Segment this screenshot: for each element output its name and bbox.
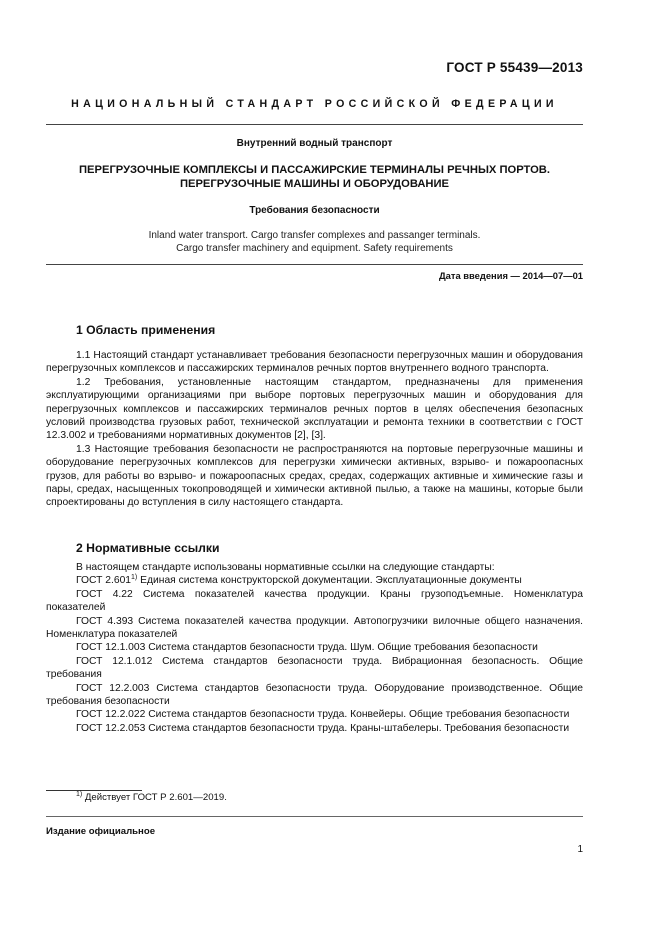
reference-item: ГОСТ 12.2.053 Система стандартов безопасности труда. Краны-штабелеры. Требования безопасности <box>76 722 570 734</box>
header-divider <box>46 124 583 125</box>
title-line-1: ПЕРЕГРУЗОЧНЫЕ КОМПЛЕКСЫ И ПАССАЖИРСКИЕ ТЕРМИНАЛЫ РЕЧНЫХ ПОРТОВ. <box>79 164 550 176</box>
standard-number: ГОСТ Р 55439—2013 <box>446 60 583 75</box>
introduction-date: Дата введения — 2014—07—01 <box>438 270 583 281</box>
footnote-text: Действует ГОСТ Р 2.601—2019. <box>82 792 227 803</box>
standard-subtitle: Требования безопасности <box>249 205 380 216</box>
section-2-body <box>46 561 583 735</box>
paragraph-1-3: 1.3 Настоящие требования безопасности не распространяются на портовые перегрузочные машины и оборудование перегрузочных комплексов для перегрузки химически активных, взрыво- и пожароопасных грузов, для работы во взрыво- и пожароопасных средах, средах, содержащих активные и химические газы и пары, средах, насыщенных токопроводящей и химически активной пылью, а также на машины, которые были спроектированы до вступления в силу настоящего стандарта. <box>46 443 583 509</box>
reference-item: ГОСТ 4.22 Система показателей качества продукции. Краны грузоподъемные. Номенклатура показателей <box>46 588 583 614</box>
reference-text: Единая система конструкторской документации. Эксплуатационные документы <box>137 575 522 587</box>
section-1-heading: 1 Область применения <box>76 323 216 337</box>
english-title-line-1: Inland water transport. Cargo transfer complexes and passanger terminals. <box>148 230 481 241</box>
references-intro: В настоящем стандарте использованы нормативные ссылки на следующие стандарты: <box>76 562 495 573</box>
reference-item: ГОСТ 4.393 Система показателей качества продукции. Автопогрузчики вилочные общего назначения. Номенклатура показателей <box>46 615 583 641</box>
footnote <box>76 792 227 803</box>
reference-item: ГОСТ 12.2.022 Система стандартов безопасности труда. Конвейеры. Общие требования безопасности <box>76 709 570 721</box>
english-title <box>46 229 583 255</box>
english-title-line-2: Cargo transfer machinery and equipment. Safety requirements <box>176 243 453 254</box>
standard-category: Внутренний водный транспорт <box>236 138 393 149</box>
paragraph-1-1: 1.1 Настоящий стандарт устанавливает требования безопасности перегрузочных машин и оборудования перегрузочных комплексов и пассажирских терминалов речных портов внутреннего водного транспорта. <box>46 350 583 375</box>
title-divider <box>46 264 583 265</box>
footnote-mark: 1) <box>76 791 83 798</box>
reference-code: ГОСТ 2.601 <box>76 575 132 587</box>
section-1-body <box>46 349 583 510</box>
reference-item: ГОСТ 12.2.003 Система стандартов безопасности труда. Оборудование производственное. Общие требования безопасности <box>46 682 583 708</box>
reference-item <box>46 574 583 587</box>
page-number: 1 <box>577 844 583 855</box>
footer-divider <box>46 816 583 817</box>
footnote-separator <box>46 790 142 791</box>
reference-item: ГОСТ 12.1.012 Система стандартов безопасности труда. Вибрационная безопасность. Общие требования <box>46 655 583 681</box>
national-standard-banner: НАЦИОНАЛЬНЫЙ СТАНДАРТ РОССИЙСКОЙ ФЕДЕРАЦИИ <box>71 98 558 110</box>
section-2-heading: 2 Нормативные ссылки <box>76 541 220 555</box>
reference-item: ГОСТ 12.1.003 Система стандартов безопасности труда. Шум. Общие требования безопасности <box>76 642 538 654</box>
title-line-2: ПЕРЕГРУЗОЧНЫЕ МАШИНЫ И ОБОРУДОВАНИЕ <box>179 178 450 190</box>
edition-label: Издание официальное <box>46 826 156 837</box>
footnote-marker: 1) <box>131 574 138 582</box>
paragraph-1-2: 1.2 Требования, установленные настоящим стандартом, предназначены для применения эксплуатирующими организациями при выборе портовых перегрузочных машин и оборудования для перегрузочных комплексов и пассажирских терминалов речных портов в целях обеспечения безопасных условий производства грузовых работ, технической эксплуатации и ремонта техники в соответствии с ГОСТ 12.3.002 и требованиями нормативных документов [2], [3]. <box>46 376 583 442</box>
standard-title <box>46 163 583 191</box>
